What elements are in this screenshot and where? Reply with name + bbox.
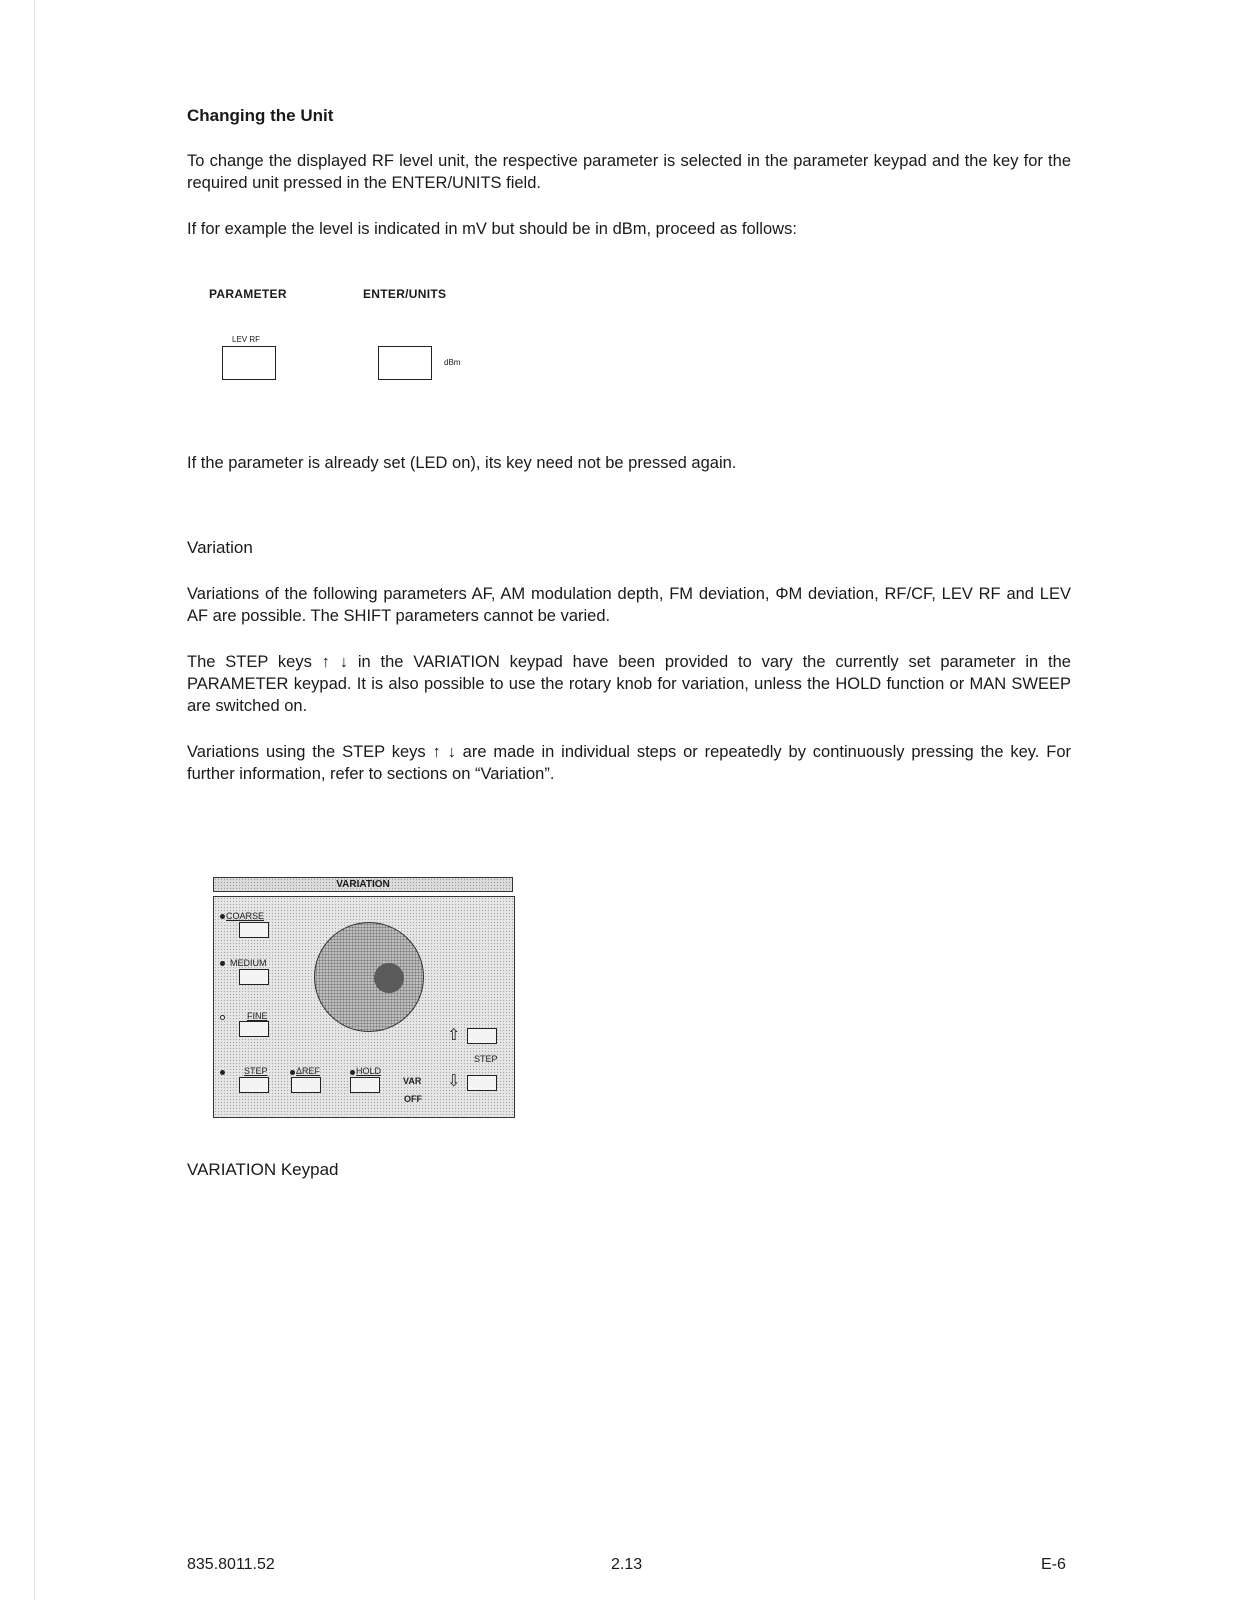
knob-grip xyxy=(374,963,404,993)
heading-changing-unit: Changing the Unit xyxy=(187,106,334,125)
step-led xyxy=(220,1070,225,1075)
paragraph-variation-params: Variations of the following parameters AF, AM modulation depth, FM deviation, ΦM deviation, RF/CF, LEV RF and LEV AF are possible. The SHIFT parameters cannot be varied. xyxy=(187,585,1071,625)
label-enter-units: ENTER/UNITS xyxy=(363,287,447,301)
down-arrow-icon: ⇩ xyxy=(447,1073,461,1090)
fine-label: FINE xyxy=(247,1011,268,1021)
paragraph-step-keys: The STEP keys ↑ ↓ in the VARIATION keypad have been provided to vary the currently set parameter in the PARAMETER keypad. It is also possible to use the rotary knob for variation, unless the HOLD function or MAN SWEEP are switched on. xyxy=(187,653,1071,715)
rotary-knob[interactable] xyxy=(314,922,424,1032)
medium-key[interactable] xyxy=(239,969,269,985)
hold-label: HOLD xyxy=(356,1066,382,1076)
footer-page-id: E-6 xyxy=(1041,1556,1066,1573)
step-right-label: STEP xyxy=(474,1054,498,1064)
delta-ref-key[interactable] xyxy=(291,1077,321,1093)
hold-led xyxy=(350,1070,355,1075)
keypad-title: VARIATION xyxy=(213,877,513,892)
delta-ref-led xyxy=(290,1070,295,1075)
medium-label: MEDIUM xyxy=(230,958,267,968)
step-key[interactable] xyxy=(239,1077,269,1093)
coarse-led xyxy=(220,914,225,919)
step-label: STEP xyxy=(244,1066,268,1076)
paragraph-change-unit: To change the displayed RF level unit, the respective parameter is selected in the parameter keypad and the key for the required unit pressed in the ENTER/UNITS field. xyxy=(187,152,1071,192)
paragraph-example: If for example the level is indicated in mV but should be in dBm, proceed as follows: xyxy=(187,220,797,238)
coarse-label: COARSE xyxy=(226,911,265,921)
coarse-key[interactable] xyxy=(239,922,269,938)
delta-ref-label: ΔREF xyxy=(296,1066,321,1076)
heading-variation: Variation xyxy=(187,538,253,557)
fine-key[interactable] xyxy=(239,1021,269,1037)
var-label: VAR xyxy=(403,1076,422,1086)
paragraph-variations-steps: Variations using the STEP keys ↑ ↓ are made in individual steps or repeatedly by continuously pressing the key. For further information, refer to sections on “Variation”. xyxy=(187,743,1071,783)
keypad-body xyxy=(213,896,515,1118)
figure-caption: VARIATION Keypad xyxy=(187,1160,339,1179)
label-lev-rf: LEV RF xyxy=(232,335,261,344)
label-dbm: dBm xyxy=(444,358,461,367)
hold-key[interactable] xyxy=(350,1077,380,1093)
label-parameter: PARAMETER xyxy=(209,287,287,301)
footer-doc-number: 835.8011.52 xyxy=(187,1556,275,1573)
fine-led xyxy=(220,1015,225,1020)
medium-led xyxy=(220,961,225,966)
dbm-key[interactable] xyxy=(378,346,432,380)
variation-keypad-diagram xyxy=(211,875,516,1119)
step-up-key[interactable] xyxy=(467,1028,497,1044)
page-edge-line xyxy=(34,0,35,1600)
off-label: OFF xyxy=(404,1094,422,1104)
up-arrow-icon: ⇧ xyxy=(447,1027,461,1044)
footer-section-number: 2.13 xyxy=(611,1556,643,1573)
paragraph-led-on: If the parameter is already set (LED on), its key need not be pressed again. xyxy=(187,454,737,472)
step-down-key[interactable] xyxy=(467,1075,497,1091)
lev-rf-key[interactable] xyxy=(222,346,276,380)
